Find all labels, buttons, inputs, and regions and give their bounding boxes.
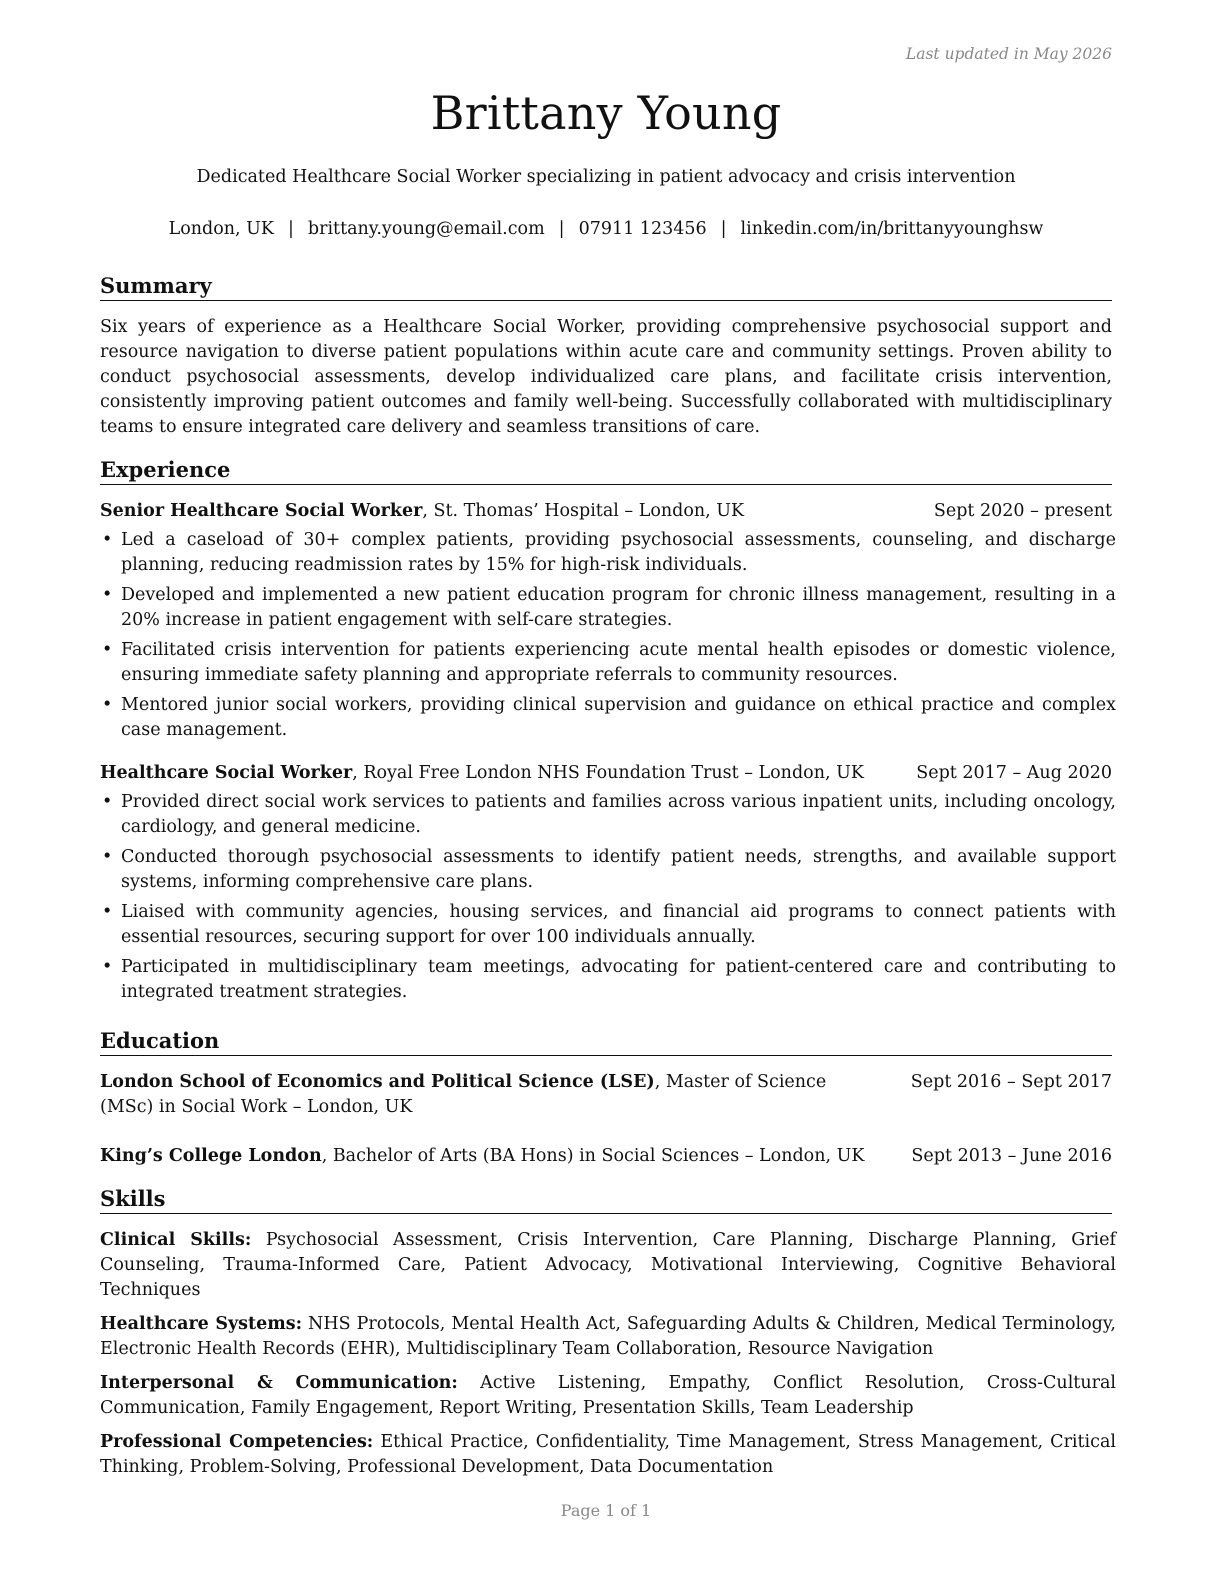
bullet-item: • Conducted thorough psychosocial assessments to identify patient needs, strengths, and available support systems, informing comprehensive care plans. <box>100 845 1116 895</box>
experience-heading: Experience <box>100 456 1112 485</box>
bullet-item: • Liaised with community agencies, housing services, and financial aid programs to connect patients with essential resources, securing support for over 100 individuals annually. <box>100 900 1116 950</box>
education-institution-line <box>100 1144 880 1169</box>
skill-group-items: NHS Protocols, Mental Health Act, Safeguarding Adults & Children, Medical Terminology, Electronic Health Records (EHR), Multidisciplinary Team Collaboration, Resource Navigation <box>100 1314 1116 1359</box>
job-title-line <box>100 499 744 524</box>
education-entry <box>100 1144 1112 1169</box>
skill-group <box>100 1312 1116 1362</box>
experience-section <box>100 456 1116 1010</box>
bullet-item: • Facilitated crisis intervention for patients experiencing acute mental health episodes or domestic violence, ensuring immediate safety planning and appropriate referrals to community resources. <box>100 638 1116 688</box>
resume-page <box>100 0 1116 1584</box>
contact-phone[interactable]: 07911 123456 <box>578 219 707 239</box>
education-school: London School of Economics and Political Science (LSE) <box>100 1072 655 1092</box>
job-role: Healthcare Social Worker <box>100 763 353 783</box>
education-detail: , Bachelor of Arts (BA Hons) in Social Sciences – London, UK <box>321 1146 865 1166</box>
contact-separator: | <box>720 219 727 239</box>
education-heading: Education <box>100 1027 1112 1056</box>
skills-section <box>100 1185 1116 1480</box>
job-title-line <box>100 761 864 786</box>
job-dates: Sept 2017 – Aug 2020 <box>916 763 1112 783</box>
summary-section <box>100 272 1112 440</box>
job-dates: Sept 2020 – present <box>933 501 1112 521</box>
job-role: Senior Healthcare Social Worker <box>100 501 423 521</box>
job-employer: , Royal Free London NHS Foundation Trust – London, UK <box>352 763 864 783</box>
skill-group-label: Interpersonal & Communication: <box>100 1373 458 1393</box>
education-detail: , Master of Science (MSc) in Social Work – London, UK <box>100 1072 827 1117</box>
education-school: King’s College London <box>100 1146 322 1166</box>
skills-heading: Skills <box>100 1185 1112 1214</box>
skill-group <box>100 1228 1116 1303</box>
summary-text: Six years of experience as a Healthcare Social Worker, providing comprehensive psychosocial support and resource navigation to diverse patient populations within acute care and community settings. Proven ability to conduct psychosocial assessments, develop individualized care plans, and facilitate crisis intervention, consistently improving patient outcomes and family well-being. Successfully collaborated with multidisciplinary teams to ensure integrated care delivery and seamless transitions of care. <box>100 317 1112 437</box>
skill-group-label: Professional Competencies: <box>100 1432 374 1452</box>
job-bullets <box>100 790 1116 1005</box>
bullet-item: • Provided direct social work services to patients and families across various inpatient units, including oncology, cardiology, and general medicine. <box>100 790 1116 840</box>
candidate-name: Brittany Young <box>430 86 782 140</box>
contact-separator: | <box>287 219 294 239</box>
bullet-item: • Participated in multidisciplinary team meetings, advocating for patient-centered care and contributing to integrated treatment strategies. <box>100 955 1116 1005</box>
education-entry <box>100 1070 1112 1120</box>
job-entry <box>100 499 1116 743</box>
contact-linkedin[interactable]: linkedin.com/in/brittanyyounghsw <box>740 219 1044 239</box>
job-header <box>100 761 1112 786</box>
tagline: Dedicated Healthcare Social Worker specializing in patient advocacy and crisis intervention <box>196 167 1016 187</box>
contact-line <box>100 219 1112 239</box>
contact-email[interactable]: brittany.young@email.com <box>307 219 545 239</box>
skill-group-items: Ethical Practice, Confidentiality, Time Management, Stress Management, Critical Thinking, Problem-Solving, Professional Development, Data Documentation <box>100 1432 1116 1477</box>
skill-group-label: Healthcare Systems: <box>100 1314 303 1334</box>
page-number: Page 1 of 1 <box>560 1501 652 1520</box>
education-section <box>100 1027 1112 1169</box>
job-header <box>100 499 1112 524</box>
bullet-item: • Led a caseload of 30+ complex patients, providing psychosocial assessments, counseling, and discharge planning, reducing readmission rates by 15% for high-risk individuals. <box>100 528 1116 578</box>
job-entry <box>100 761 1116 1005</box>
bullet-item: • Developed and implemented a new patient education program for chronic illness management, resulting in a 20% increase in patient engagement with self-care strategies. <box>100 583 1116 633</box>
skill-group <box>100 1371 1116 1421</box>
bullet-item: • Mentored junior social workers, providing clinical supervision and guidance on ethical practice and complex case management. <box>100 693 1116 743</box>
skill-group <box>100 1430 1116 1480</box>
education-institution-line <box>100 1070 880 1120</box>
education-dates: Sept 2013 – June 2016 <box>911 1146 1112 1166</box>
education-dates: Sept 2016 – Sept 2017 <box>910 1072 1112 1092</box>
summary-heading: Summary <box>100 272 1112 301</box>
skill-group-items: Active Listening, Empathy, Conflict Resolution, Cross-Cultural Communication, Family Engagement, Report Writing, Presentation Skills, Team Leadership <box>100 1373 1116 1418</box>
contact-location: London, UK <box>168 219 274 239</box>
skill-group-items: Psychosocial Assessment, Crisis Intervention, Care Planning, Discharge Planning, Grief Counseling, Trauma-Informed Care, Patient Advocacy, Motivational Interviewing, Cognitive Behavioral Techniques <box>100 1230 1116 1300</box>
skill-group-label: Clinical Skills: <box>100 1230 252 1250</box>
last-updated-note: Last updated in May 2026 <box>905 45 1112 63</box>
job-employer: , St. Thomas’ Hospital – London, UK <box>422 501 745 521</box>
contact-separator: | <box>558 219 565 239</box>
job-bullets <box>100 528 1116 743</box>
